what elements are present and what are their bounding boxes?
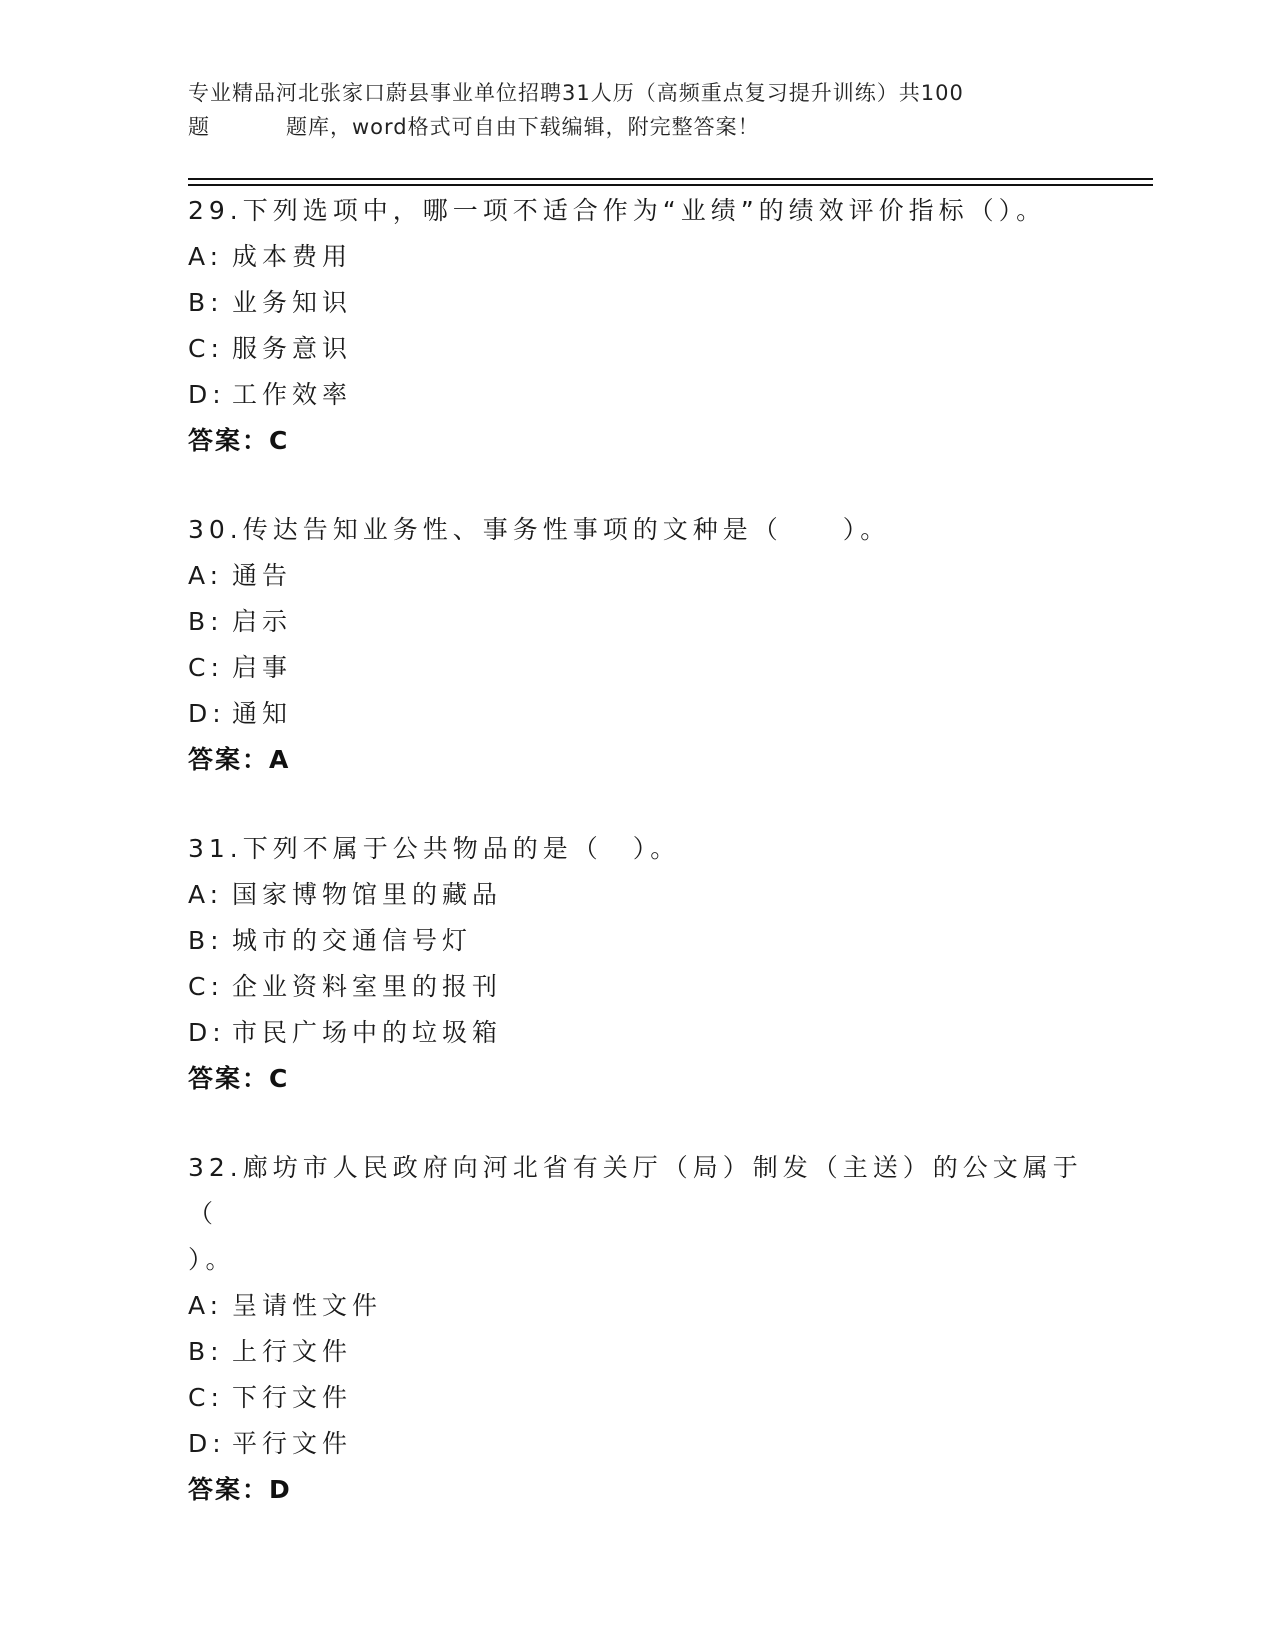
option-text: 成本费用 bbox=[232, 242, 353, 271]
option-letter: C: bbox=[188, 334, 224, 363]
answer-line: 答案：C bbox=[188, 1064, 290, 1093]
option-c bbox=[188, 645, 1088, 691]
option-letter: B: bbox=[188, 1337, 224, 1366]
header-title-line1: 专业精品河北张家口蔚县事业单位招聘31人历（高频重点复习提升训练）共100 bbox=[188, 81, 964, 105]
option-text: 上行文件 bbox=[232, 1337, 353, 1366]
header-title-line2 bbox=[188, 110, 1088, 144]
option-a bbox=[188, 234, 1088, 280]
option-letter: B: bbox=[188, 288, 224, 317]
answer-line: 答案：D bbox=[188, 1475, 292, 1504]
option-letter: C: bbox=[188, 972, 224, 1001]
option-b bbox=[188, 918, 1088, 964]
option-letter: C: bbox=[188, 653, 224, 682]
question-30 bbox=[188, 507, 1088, 783]
option-c bbox=[188, 1375, 1088, 1421]
option-a bbox=[188, 1283, 1088, 1329]
header-title-line2-rest: 题库，word格式可自由下载编辑，附完整答案！ bbox=[286, 115, 760, 139]
answer-line: 答案：C bbox=[188, 426, 290, 455]
option-b bbox=[188, 1329, 1088, 1375]
option-text: 企业资料室里的报刊 bbox=[232, 972, 503, 1001]
option-letter: B: bbox=[188, 607, 224, 636]
option-letter: A: bbox=[188, 242, 224, 271]
header-divider-top bbox=[188, 178, 1153, 180]
question-stem: 30.传达告知业务性、事务性事项的文种是（ ）。 bbox=[188, 515, 891, 544]
option-letter: A: bbox=[188, 561, 224, 590]
option-letter: A: bbox=[188, 880, 224, 909]
document-header bbox=[188, 76, 1088, 144]
question-stem-continuation: ）。 bbox=[188, 1245, 236, 1274]
question-stem: 29.下列选项中，哪一项不适合作为“业绩”的绩效评价指标（）。 bbox=[188, 196, 1047, 225]
question-32 bbox=[188, 1145, 1088, 1513]
option-text: 通知 bbox=[232, 699, 293, 728]
option-b bbox=[188, 599, 1088, 645]
option-letter: B: bbox=[188, 926, 224, 955]
option-text: 呈请性文件 bbox=[232, 1291, 383, 1320]
option-d bbox=[188, 372, 1088, 418]
option-letter: D: bbox=[188, 380, 226, 409]
option-c bbox=[188, 326, 1088, 372]
option-d bbox=[188, 1421, 1088, 1467]
option-d bbox=[188, 691, 1088, 737]
option-d bbox=[188, 1010, 1088, 1056]
option-text: 服务意识 bbox=[232, 334, 353, 363]
option-letter: D: bbox=[188, 1018, 226, 1047]
option-c bbox=[188, 964, 1088, 1010]
option-text: 通告 bbox=[232, 561, 293, 590]
option-letter: D: bbox=[188, 699, 226, 728]
option-text: 启示 bbox=[232, 607, 293, 636]
header-divider-bottom bbox=[188, 184, 1153, 186]
question-29 bbox=[188, 188, 1088, 464]
option-text: 下行文件 bbox=[232, 1383, 353, 1412]
option-text: 平行文件 bbox=[232, 1429, 353, 1458]
option-letter: C: bbox=[188, 1383, 224, 1412]
option-a bbox=[188, 553, 1088, 599]
question-stem: 32.廊坊市人民政府向河北省有关厅（局）制发（主送）的公文属于（ bbox=[188, 1153, 1083, 1228]
question-stem: 31.下列不属于公共物品的是（ ）。 bbox=[188, 834, 681, 863]
option-a bbox=[188, 872, 1088, 918]
header-title-line2-start: 题 bbox=[188, 115, 210, 139]
header-gap bbox=[210, 110, 286, 144]
option-text: 业务知识 bbox=[232, 288, 353, 317]
option-text: 启事 bbox=[232, 653, 293, 682]
option-text: 市民广场中的垃圾箱 bbox=[232, 1018, 503, 1047]
option-letter: A: bbox=[188, 1291, 224, 1320]
option-text: 国家博物馆里的藏品 bbox=[232, 880, 503, 909]
option-b bbox=[188, 280, 1088, 326]
question-31 bbox=[188, 826, 1088, 1102]
option-text: 城市的交通信号灯 bbox=[232, 926, 473, 955]
option-letter: D: bbox=[188, 1429, 226, 1458]
answer-line: 答案：A bbox=[188, 745, 291, 774]
option-text: 工作效率 bbox=[232, 380, 353, 409]
